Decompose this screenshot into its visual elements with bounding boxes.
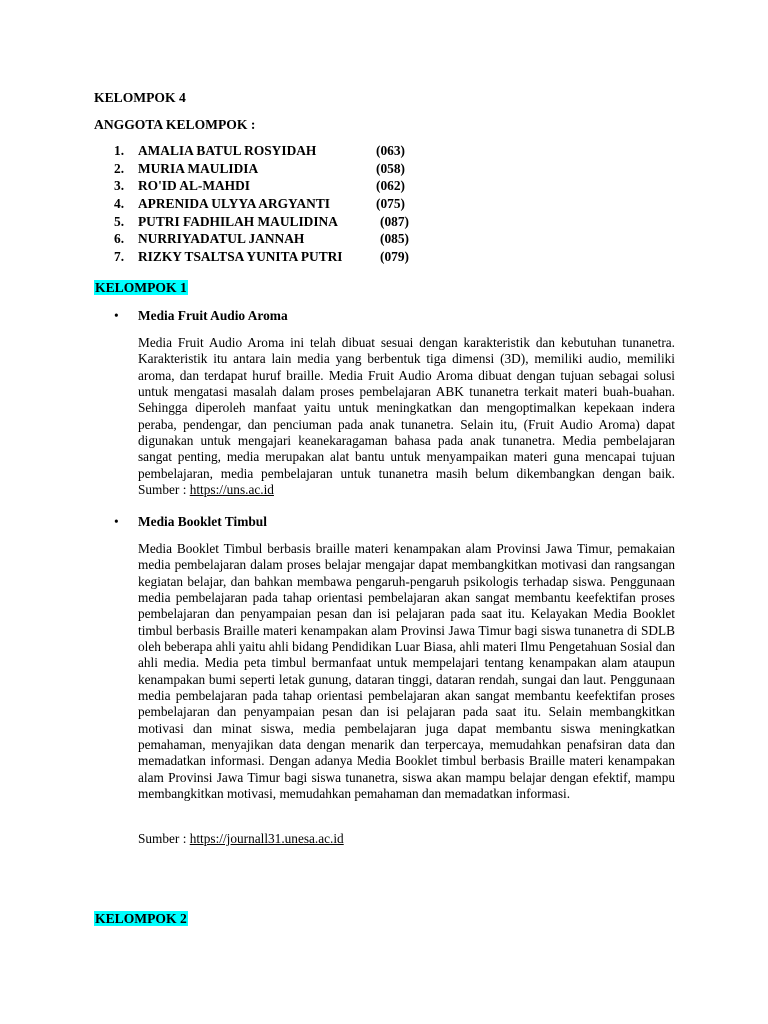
member-name: AMALIA BATUL ROSYIDAH [138, 143, 317, 158]
member-id: (079) [380, 249, 410, 265]
source-line: Sumber : https://journall31.unesa.ac.id [138, 831, 344, 846]
item-title: Media Fruit Audio Aroma [138, 308, 288, 323]
section-2-title: KELOMPOK 2 [95, 911, 187, 926]
member-id: (058) [376, 160, 406, 176]
member-id: (087) [380, 213, 410, 229]
member-id: (075) [376, 196, 406, 212]
item-booklet-timbul-text: Media Booklet Timbul berbasis braille materi kenampakan alam Provinsi Jawa Timur, pemakaian media pembelajaran dalam proses belajar mengajar dapat membangkitkan motivasi dan rangsangan kegiatan belajar, dan bahkan membawa pengaruh-pengaruh psikologis terhadap siswa. Penggunaan media pembelajaran pada tahap orientasi pembelajaran akan sangat membantu keefektifan proses pembelajaran dan penyampaian pesan dan isi pelajaran pada saat itu. Kelayakan Media Booklet timbul berbasis Braille materi kenampakan alam Provinsi Jawa Timur bagi siswa tunanetra di SDLB oleh beberapa ahli yaitu ahli bidang Pendidikan Luar Biasa, ahli materi Ilmu Pengetahuan Sosial dan ahli media. Media peta timbul bermanfaat untuk mempelajari tentang kenampakan alam ataupun kenampakan bumi seperti letak gunung, dataran tinggi, dataran rendah, sungai dan laut. Penggunaan media pembelajaran pada tahap orientasi pembelajaran akan sangat membantu keefektifan proses pembelajaran dan penyampaian pesan dan isi pelajaran pada saat itu. Selain membangkitkan motivasi dan minat siswa, media pembelajaran juga dapat membantu siswa meningkatkan pemahaman, menyajikan data dengan menarik dan terpercaya, memudahkan penafsiran data dan memadatkan informasi. Dengan adanya Media Booklet timbul berbasis Braille materi kenampakan alam Provinsi Jawa Timur bagi siswa tunanetra, siswa akan mampu belajar dengan efektif, mampu membangkitkan motivasi, memudahkan pemahaman dan memadatkan informasi. [138, 541, 675, 802]
members-title: ANGGOTA KELOMPOK : [94, 117, 256, 132]
member-name: APRENIDA ULYYA ARGYANTI [138, 196, 330, 212]
section-1-title: KELOMPOK 1 [95, 280, 187, 295]
item-fruit-audio-aroma-text: Media Fruit Audio Aroma ini telah dibuat sesuai dengan karakteristik dan kebutuhan tunanetra. Karakteristik itu antara lain media yang berbentuk tiga dimensi (3D), memiliki audio, memiliki aroma, dan terdapat huruf braille. Media Fruit Audio Aroma dibuat dengan tujuan sebagai solusi untuk mengatasi masalah dalam proses pembelajaran ABK tunanetra terkait materi buah-buahan. Sehingga diperoleh manfaat yaitu untuk meningkatkan dan mengoptimalkan kepekaan indera peraba, pendengar, dan penciuman pada anak tunanetra. Selain itu, (Fruit Audio Aroma) dapat digunakan untuk mengajari keanekaragaman bahasa pada anak tunanetra. Media pembelajaran sangat penting, media merupakan alat bantu untuk menyampaikan materi guna mencapai tujuan pembelajaran, media pembelajaran untuk tunanetra masih belum dikembangkan dengan baik. Sumber : https://uns.ac.id [138, 335, 675, 498]
member-name: NURRIYADATUL JANNAH [138, 231, 305, 247]
member-id: (085) [380, 231, 410, 247]
member-name: RO'ID AL-MAHDI [138, 178, 250, 194]
list-item: 1. AMALIA BATUL ROSYIDAH (063) [114, 143, 406, 158]
bullet-icon: • [114, 308, 119, 323]
member-id: (062) [376, 178, 406, 194]
source-link[interactable]: https://journall31.unesa.ac.id [189, 831, 344, 846]
list-item: 4. APRENIDA ULYYA ARGYANTI (075) [114, 196, 406, 212]
list-item: 5. PUTRI FADHILAH MAULIDINA (087) [114, 213, 410, 229]
member-name: RIZKY TSALTSA YUNITA PUTRI [138, 249, 343, 265]
item-booklet-timbul-heading [114, 513, 267, 530]
item-title: Media Booklet Timbul [138, 514, 267, 529]
list-item: 3. RO'ID AL-MAHDI (062) [114, 178, 406, 194]
member-name: MURIA MAULIDIA [138, 160, 259, 176]
bullet-icon: • [114, 514, 119, 529]
item-fruit-audio-aroma-heading [114, 307, 288, 324]
list-item: 6. NURRIYADATUL JANNAH (085) [114, 231, 410, 247]
source-link[interactable]: https://uns.ac.id [189, 482, 274, 498]
list-item: 2. MURIA MAULIDIA (058) [114, 160, 406, 176]
members-list [114, 142, 409, 266]
member-id: (063) [376, 143, 406, 158]
list-item: 7. RIZKY TSALTSA YUNITA PUTRI (079) [114, 249, 410, 265]
group-title: KELOMPOK 4 [94, 90, 186, 105]
member-name: PUTRI FADHILAH MAULIDINA [138, 213, 338, 229]
